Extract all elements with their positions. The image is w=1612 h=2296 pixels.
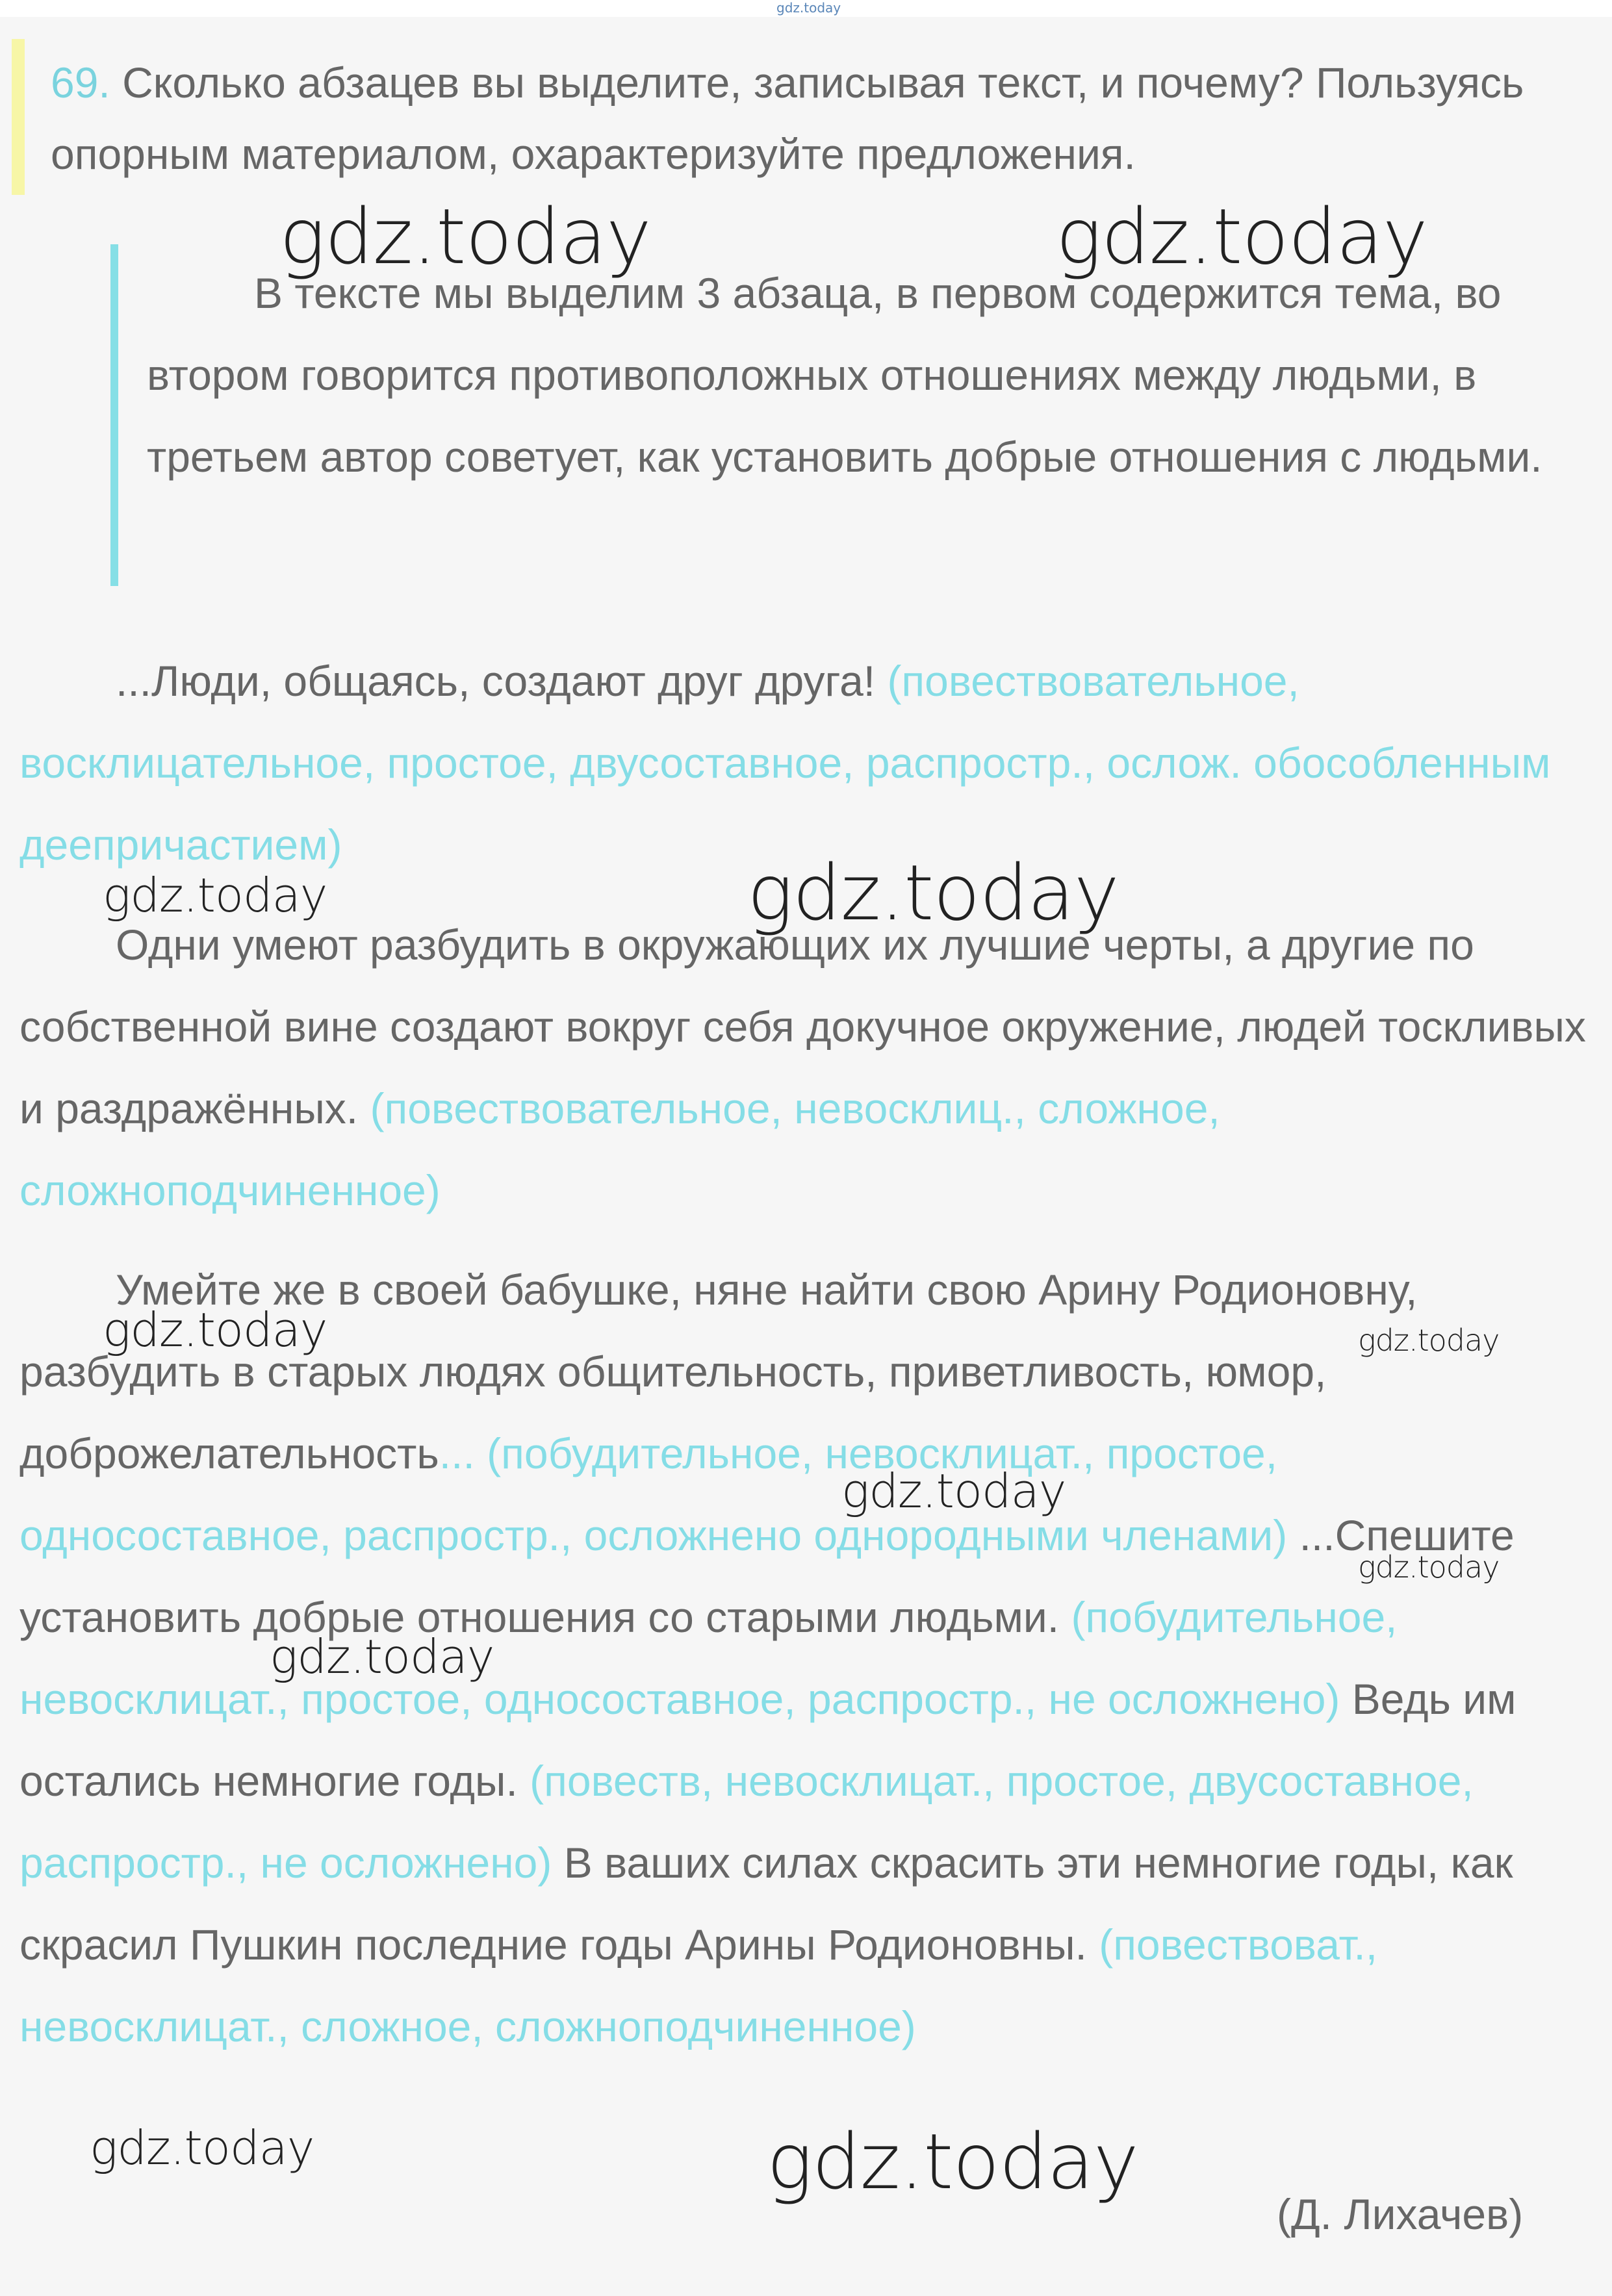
watermark: gdz.today xyxy=(90,2121,314,2175)
sentence: В ваших силах скрасить эти немногие годы, как скрасил Пушкин последние годы Арины Родионовны. xyxy=(19,1839,1513,1969)
paragraph-2 xyxy=(19,904,1592,1231)
watermark: gdz.today xyxy=(103,1303,327,1357)
watermark: gdz.today xyxy=(767,2117,1138,2206)
sentence-analysis: (повествоват., невосклицат., сложное, сложноподчиненное) xyxy=(19,1920,1378,2050)
watermark: gdz.today xyxy=(270,1629,494,1684)
watermark: gdz.today xyxy=(1358,1550,1500,1585)
sentence-analysis: (побудительное, невосклицат., простое, односоставное, распростр., не осложнено) xyxy=(19,1593,1398,1723)
question-highlight-bar xyxy=(12,39,25,195)
watermark: gdz.today xyxy=(841,1464,1066,1518)
watermark: gdz.today xyxy=(103,868,327,923)
sentence: Одни умеют разбудить в окружающих их лучшие черты, а другие по собственной вине создают вокруг себя докучное окружение, людей тоскливых и раздражённых. xyxy=(19,921,1586,1132)
paragraph-3 xyxy=(19,1249,1592,2067)
top-watermark: gdz.today xyxy=(776,0,841,16)
sentence: ...Спешите установить добрые отношения со старыми людьми. xyxy=(19,1511,1515,1641)
watermark: gdz.today xyxy=(279,192,651,281)
sentence: Ведь им остались немногие годы. xyxy=(19,1675,1516,1805)
sentence: Умейте же в своей бабушке, няне найти свою Арину Родионовну, разбудить в старых людях общительность, приветливость, юмор, доброжелательность xyxy=(19,1266,1418,1477)
watermark: gdz.today xyxy=(747,848,1119,938)
question xyxy=(51,47,1597,190)
sentence-analysis: ... (побудительное, невосклицат., простое, односоставное, распростр., осложнено однородными членами) xyxy=(19,1429,1288,1559)
sentence-analysis: (повествовательное, восклицательное, простое, двусоставное, распростр., ослож. обособленным деепричастием) xyxy=(19,657,1551,869)
sentence: ...Люди, общаясь, создают друг друга! xyxy=(116,657,888,705)
watermark: gdz.today xyxy=(1056,192,1427,281)
watermark: gdz.today xyxy=(1358,1323,1500,1358)
author: (Д. Лихачев) xyxy=(1277,2190,1524,2238)
answer-text: В тексте мы выделим 3 абзаца, в первом содержится тема, во втором говорится противоположных отношениях между людьми, в третьем автор советует, как установить добрые отношения с людьми. xyxy=(147,269,1542,481)
sentence-analysis: (повествовательное, невосклиц., сложное, сложноподчиненное) xyxy=(19,1084,1220,1214)
sentence-analysis: (повеств, невосклицат., простое, двусоставное, распростр., не осложнено) xyxy=(19,1757,1474,1887)
answer-quote-bar xyxy=(110,244,118,586)
question-number: 69. xyxy=(51,58,110,107)
question-text: Сколько абзацев вы выделите, записывая текст, и почему? Пользуясь опорным материалом, охарактеризуйте предложения. xyxy=(51,58,1524,178)
